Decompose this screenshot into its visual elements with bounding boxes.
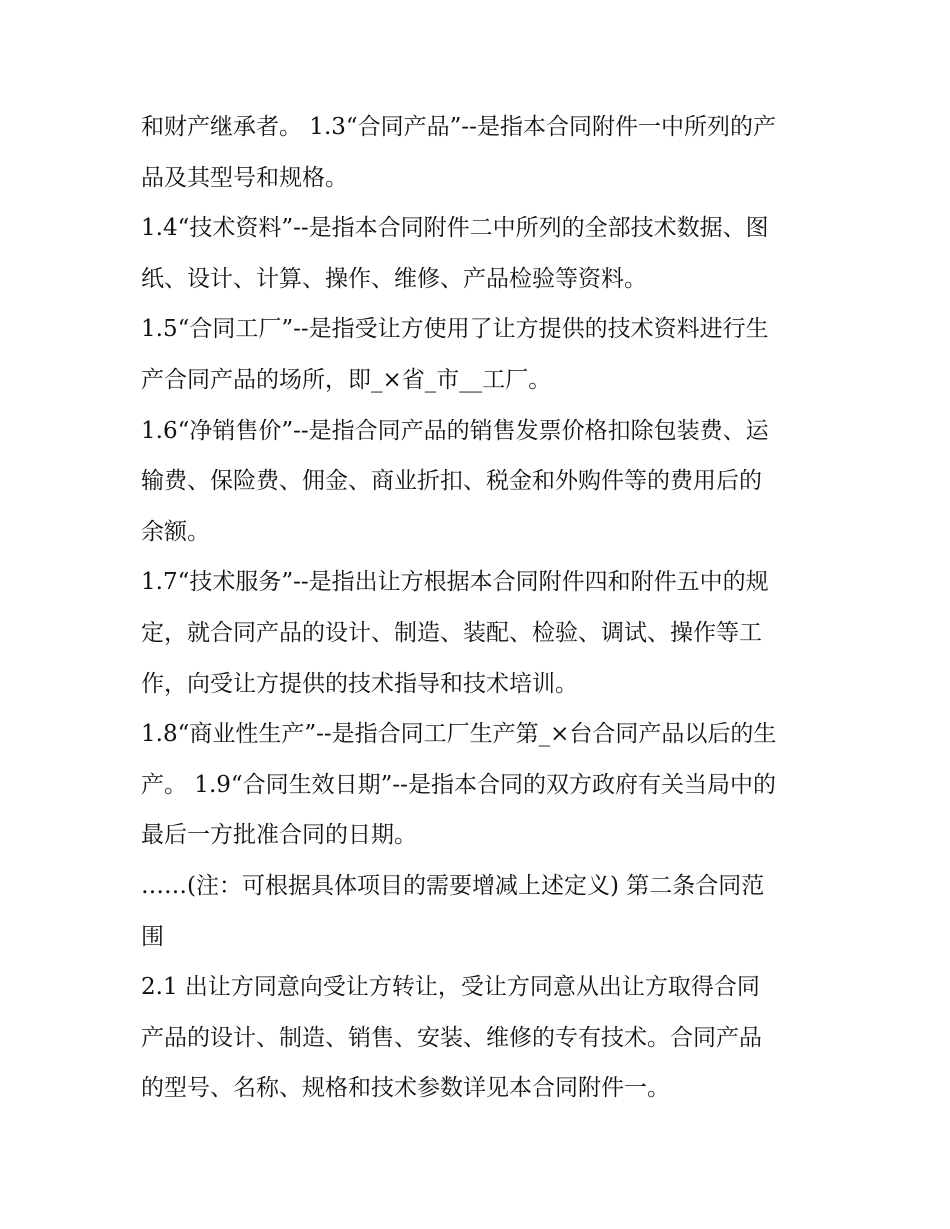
text-line: 1.8“商业性生产”--是指合同工厂生产第_×台合同产品以后的生 [141, 721, 777, 748]
text-line: 纸、设计、计算、操作、维修、产品检验等资料。 [141, 265, 647, 292]
text-line: ……(注：可根据具体项目的需要增减上述定义) 第二条合同范 [141, 872, 765, 899]
text-line: 产合同产品的场所，即_×省_市__工厂。 [141, 366, 552, 393]
text-line: 的型号、名称、规格和技术参数详见本合同附件一。 [141, 1075, 670, 1102]
text-line: 定，就合同产品的设计、制造、装配、检验、调试、操作等工 [141, 619, 762, 646]
text-line: 1.4“技术资料”--是指本合同附件二中所列的全部技术数据、图 [141, 215, 769, 242]
text-line: 品及其型号和规格。 [141, 164, 348, 191]
text-line: 1.5“合同工厂”--是指受让方使用了让方提供的技术资料进行生 [141, 316, 769, 343]
text-line: 和财产继承者。 1.3“合同产品”--是指本合同附件一中所列的产 [141, 114, 776, 140]
text-line: 产品的设计、制造、销售、安装、维修的专有技术。合同产品 [141, 1024, 762, 1051]
text-line: 1.7“技术服务”--是指出让方根据本合同附件四和附件五中的规 [141, 569, 769, 596]
text-line: 输费、保险费、佣金、商业折扣、税金和外购件等的费用后的 [141, 468, 762, 495]
text-line: 余额。 [141, 518, 210, 545]
text-line: 产。 1.9“合同生效日期”--是指本合同的双方政府有关当局中的 [141, 771, 776, 798]
text-line: 最后一方批准合同的日期。 [141, 822, 417, 849]
text-line: 2.1 出让方同意向受让方转让，受让方同意从出让方取得合同 [141, 974, 760, 1001]
document-body [141, 102, 813, 1114]
text-line: 围 [141, 923, 164, 950]
text-line: 作，向受让方提供的技术指导和技术培训。 [141, 670, 578, 697]
text-line: 1.6“净销售价”--是指合同产品的销售发票价格扣除包装费、运 [141, 417, 769, 444]
